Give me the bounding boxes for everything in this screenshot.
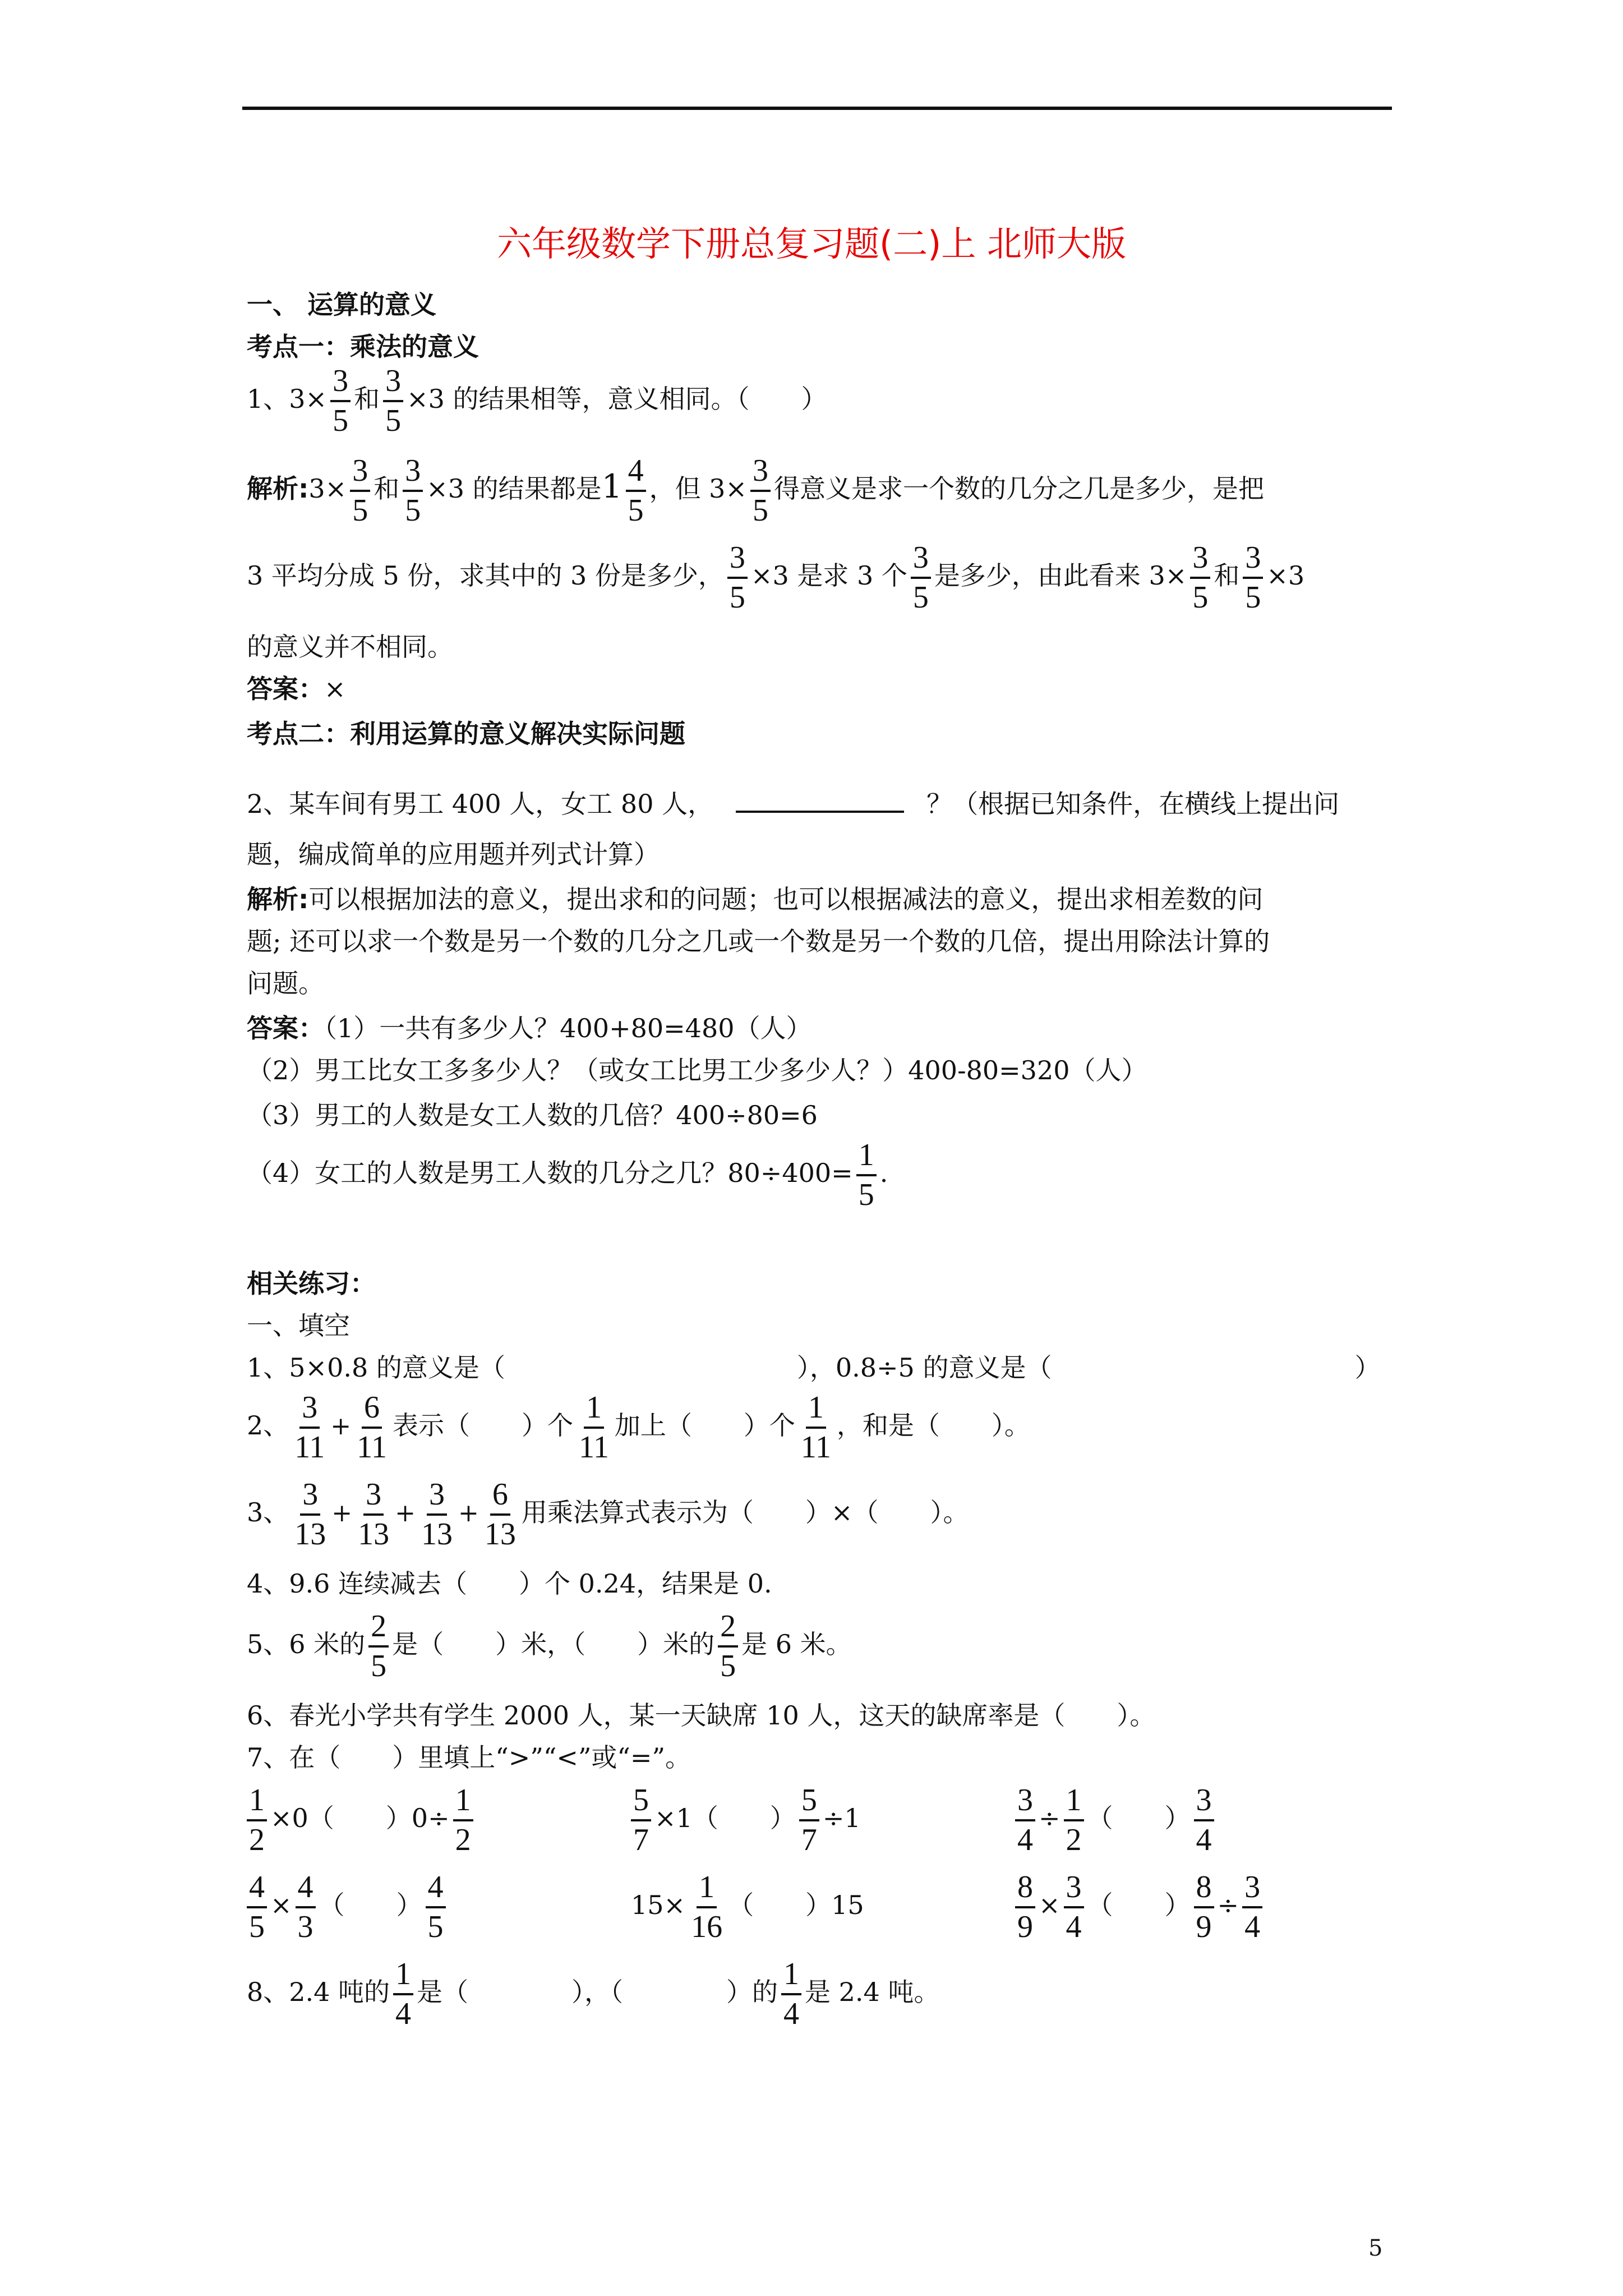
answer-2-line-3: （3）男工的人数是女工人数的几倍？400÷80=6 [247,1100,818,1130]
page-number: 5 [1368,2235,1383,2261]
answer-2-line-2: （2）男工比女工多多少人？（或女工比男工少多少人？）400-80=320（人） [247,1055,1147,1085]
analysis-2-line-3: 问题。 [247,968,324,999]
fraction: $\frac{3}{13}$ [294,1477,326,1552]
analysis-1-line-3: 的意义并不相同。 [247,632,453,662]
key-point-2: 考点二：利用运算的意义解决实际问题 [247,719,685,749]
answer-1: 答案：× [247,674,346,704]
key-point-1: 考点一：乘法的意义 [247,332,479,362]
analysis-1-line-2: 3 平均分成 5 份，求其中的 3 份是多少， $\frac{3}{5}$ ×3 是求 3 个 $\frac{3}{5}$ 是多少，由此看来 3× $\frac{3}{5}$ 和 $\frac{3}{5}$ ×3 [247,540,1305,615]
fill-blank-heading: 一、填空 [247,1310,350,1341]
compare-1: $\frac{1}{2}$ ×0（ ）0÷ $\frac{1}{2}$ [247,1784,477,1857]
fraction: $\frac{8}{9}$ [1015,1871,1035,1944]
exercise-8: 8、2.4 吨的 $\frac{1}{4}$ 是（ ），（ ）的 $\frac{1}{4}$ 是 2.4 吨。 [247,1957,940,2031]
analysis-1-line-1: 解析:3× $\frac{3}{5}$ 和 $\frac{3}{5}$ ×3 的结果都是1 $\frac{4}{5}$ ，但 3× $\frac{3}{5}$ 得意义是求一个数的几分之几是多少，是把 [247,453,1264,528]
fraction: $\frac{1}{11}$ [579,1390,609,1465]
answer-blank[interactable] [736,811,904,813]
fraction: $\frac{3}{5}$ [350,454,370,527]
exercise-2: 2、 $\frac{3}{11}$ + $\frac{6}{11}$ 表示（ ）个 $\frac{1}{11}$ 加上（ ）个 $\frac{1}{11}$ ，和是（ ）。 [247,1390,1030,1465]
fraction: $\frac{4}{5}$ [426,1871,446,1944]
fraction: $\frac{3}{13}$ [421,1477,453,1552]
exercise-6: 6、春光小学共有学生 2000 人，某一天缺席 10 人，这天的缺席率是（ ）。 [247,1700,1156,1731]
question-1: 1、3× $\frac{3}{5}$ 和 $\frac{3}{5}$ ×3 的结果相等，意义相同。（ ） [247,364,827,438]
compare-5: 15× $\frac{1}{16}$ （ ）15 [631,1870,864,1944]
exercise-7: 7、在（ ）里填上“>”“<”或“=”。 [247,1742,691,1773]
fraction: $\frac{2}{5}$ [718,1610,738,1683]
fraction: $\frac{1}{2}$ [1064,1784,1084,1857]
fraction: $\frac{4}{3}$ [296,1871,316,1944]
compare-6: $\frac{8}{9}$ × $\frac{3}{4}$ （ ） $\frac{8}{9}$ ÷ $\frac{3}{4}$ [1015,1871,1266,1944]
fraction: $\frac{5}{7}$ [799,1784,819,1857]
fraction: $\frac{3}{4}$ [1194,1784,1214,1857]
fraction: $\frac{3}{4}$ [1242,1871,1262,1944]
fraction: $\frac{3}{5}$ [911,541,931,614]
answer-2-line-1: 答案：（1）一共有多少人？400+80=480（人） [247,1013,812,1043]
fraction: $\frac{1}{2}$ [453,1784,473,1857]
fraction: $\frac{1}{11}$ [800,1390,831,1465]
fraction: $\frac{1}{5}$ [856,1139,877,1212]
fraction: $\frac{6}{11}$ [357,1390,387,1465]
section-heading: 一、 运算的意义 [247,289,437,320]
question-2-line-2: 题，编成简单的应用题并列式计算） [247,839,660,869]
question-2-line-1: 2、某车间有男工 400 人，女工 80 人， ？（根据已知条件，在横线上提出问 [247,789,1340,819]
fraction: $\frac{1}{16}$ [691,1870,723,1944]
fraction: $\frac{6}{13}$ [484,1477,516,1552]
page-title: 六年级数学下册总复习题(二)上 北师大版 [496,223,1127,264]
exercise-1: 1、5×0.8 的意义是（ ），0.8÷5 的意义是（ ） [247,1352,1381,1383]
fraction: $\frac{3}{5}$ [1243,541,1263,614]
fraction: $\frac{1}{4}$ [781,1958,801,2031]
fraction: $\frac{5}{7}$ [631,1784,651,1857]
exercise-5: 5、6 米的 $\frac{2}{5}$ 是（ ）米，（ ）米的 $\frac{2}{5}$ 是 6 米。 [247,1609,852,1683]
compare-2: $\frac{5}{7}$ ×1（ ） $\frac{5}{7}$ ÷1 [631,1784,861,1857]
fraction: $\frac{4}{5}$ [247,1871,267,1944]
fraction: $\frac{1}{2}$ [247,1784,267,1857]
fraction: $\frac{8}{9}$ [1194,1871,1214,1944]
fraction: $\frac{4}{5}$ [626,454,646,527]
fraction: $\frac{3}{5}$ [330,365,351,438]
fraction: $\frac{3}{4}$ [1015,1784,1035,1857]
fraction: $\frac{1}{4}$ [393,1958,413,2031]
answer-2-line-4: （4）女工的人数是男工人数的几分之几？80÷400= $\frac{1}{5}$ . [247,1138,888,1212]
fraction: $\frac{3}{5}$ [403,454,423,527]
fraction: $\frac{3}{4}$ [1064,1871,1084,1944]
compare-3: $\frac{3}{4}$ ÷ $\frac{1}{2}$ （ ） $\frac{3}{4}$ [1015,1784,1218,1857]
analysis-2-line-2: 题; 还可以求一个数是另一个数的几分之几或一个数是另一个数的几倍，提出用除法计算的 [247,926,1270,956]
fraction: $\frac{3}{13}$ [358,1477,390,1552]
analysis-2-line-1: 解析:可以根据加法的意义，提出求和的问题；也可以根据减法的意义，提出求相差数的问 [247,884,1264,914]
fraction: $\frac{2}{5}$ [368,1610,389,1683]
fraction: $\frac{3}{5}$ [750,454,771,527]
compare-4: $\frac{4}{5}$ × $\frac{4}{3}$ （ ） $\frac{4}{5}$ [247,1871,449,1944]
related-practice-heading: 相关练习： [247,1268,376,1299]
exercise-3: 3、 $\frac{3}{13}$ + $\frac{3}{13}$ + $\frac{3}{13}$ + $\frac{6}{13}$ 用乘法算式表示为（ ）×（ ）。 [247,1477,969,1552]
exercise-4: 4、9.6 连续减去（ ）个 0.24，结果是 0. [247,1568,772,1599]
fraction: $\frac{3}{5}$ [383,365,403,438]
fraction: $\frac{3}{11}$ [294,1390,325,1465]
header-rule [242,107,1392,110]
fraction: $\frac{3}{5}$ [727,541,748,614]
fraction: $\frac{3}{5}$ [1190,541,1210,614]
